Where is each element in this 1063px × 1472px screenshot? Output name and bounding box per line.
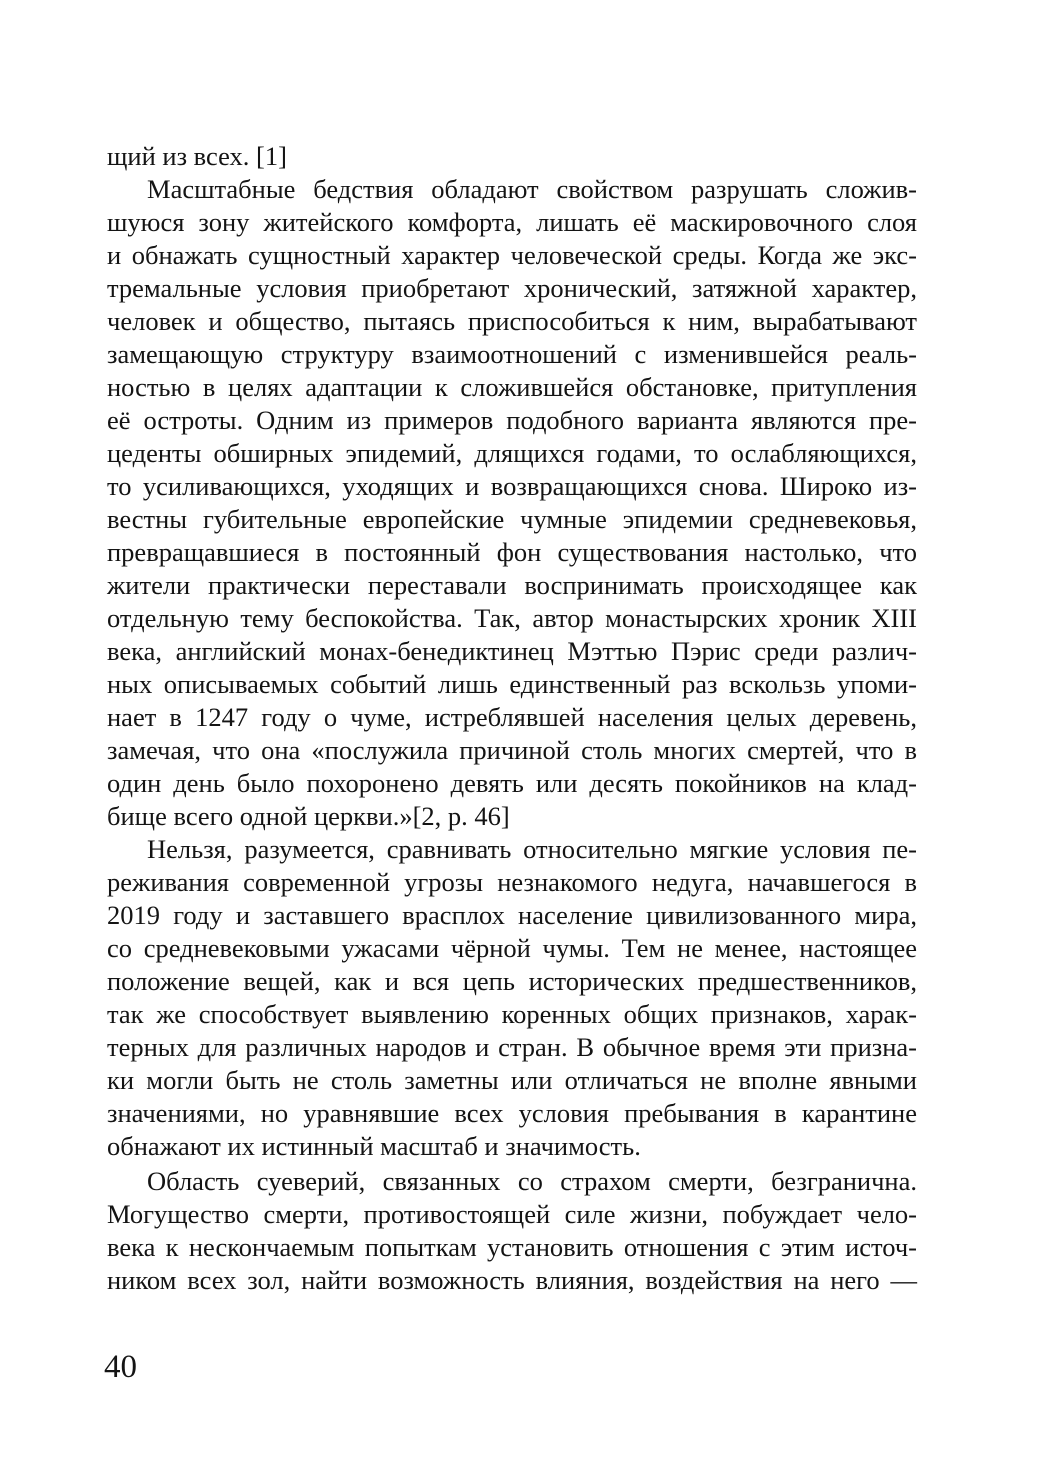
paragraph-line: то усиливающихся, уходящих и возвращающихся снова. Широко из- [107, 471, 917, 501]
paragraph-line: вестны губительные европейские чумные эпидемии средневековья, [107, 504, 917, 534]
paragraph-line: века, английский монах-бенедиктинец Мэттью Пэрис среди различ- [107, 636, 917, 666]
paragraph-line: человек и общество, пытаясь приспособиться к ним, вырабатывают [107, 306, 917, 336]
paragraph-line: Нельзя, разумеется, сравнивать относительно мягкие условия пе- [147, 834, 917, 864]
paragraph-line: значениями, но уравнявшие всех условия пребывания в карантине [107, 1098, 917, 1128]
paragraph-line: шуюся зону житейского комфорта, лишать её маскировочного слоя [107, 207, 917, 237]
paragraph-line: замещающую структуру взаимоотношений с изменившейся реаль- [107, 339, 917, 369]
paragraph-line: замечая, что она «послужила причиной столь многих смертей, что в [107, 735, 917, 765]
paragraph-line: и обнажать сущностный характер человеческой среды. Когда же экс- [107, 240, 917, 270]
paragraph-line: тремальные условия приобретают хронический, затяжной характер, [107, 273, 917, 303]
paragraph-line: со средневековыми ужасами чёрной чумы. Тем не менее, настоящее [107, 933, 917, 963]
page-number: 40 [104, 1349, 137, 1385]
paragraph-line: превращавшиеся в постоянный фон существования настолько, что [107, 537, 917, 567]
paragraph-line: века к нескончаемым попыткам установить отношения с этим источ- [107, 1232, 917, 1262]
paragraph-line: обнажают их истинный масштаб и значимость. [107, 1131, 641, 1161]
paragraph-line: Могущество смерти, противостоящей силе жизни, побуждает чело- [107, 1199, 917, 1229]
paragraph-line: терных для различных народов и стран. В обычное время эти призна- [107, 1032, 917, 1062]
paragraph-line: Масштабные бедствия обладают свойством разрушать сложив- [147, 174, 917, 204]
paragraph-line: нает в 1247 году о чуме, истреблявшей населения целых деревень, [107, 702, 917, 732]
paragraph-line: бище всего одной церкви.»[2, р. 46] [107, 801, 510, 831]
paragraph-line: так же способствует выявлению коренных общих признаков, харак- [107, 999, 917, 1029]
paragraph-line: ником всех зол, найти возможность влияния, воздействия на него — [107, 1265, 917, 1295]
paragraph-line: отдельную тему беспокойства. Так, автор монастырских хроник XIII [107, 603, 917, 633]
paragraph-line: 2019 году и заставшего врасплох население цивилизованного мира, [107, 900, 917, 930]
paragraph-line: реживания современной угрозы незнакомого недуга, начавшегося в [107, 867, 917, 897]
paragraph-line: ных описываемых событий лишь единственный раз вскользь упоми- [107, 669, 917, 699]
paragraph-line: жители практически переставали воспринимать происходящее как [107, 570, 917, 600]
paragraph-line: Область суеверий, связанных со страхом смерти, безгранична. [147, 1166, 917, 1196]
paragraph-line: щий из всех. [1] [107, 141, 287, 171]
paragraph-line: положение вещей, как и вся цепь исторических предшественников, [107, 966, 917, 996]
paragraph-line: её остроты. Одним из примеров подобного варианта являются пре- [107, 405, 917, 435]
paragraph-line: ки могли быть не столь заметны или отличаться не вполне явными [107, 1065, 917, 1095]
paragraph-line: ностью в целях адаптации к сложившейся обстановке, притупления [107, 372, 917, 402]
paragraph-line: цеденты обширных эпидемий, длящихся годами, то ослабляющихся, [107, 438, 917, 468]
paragraph-line: один день было похоронено девять или десять покойников на клад- [107, 768, 917, 798]
